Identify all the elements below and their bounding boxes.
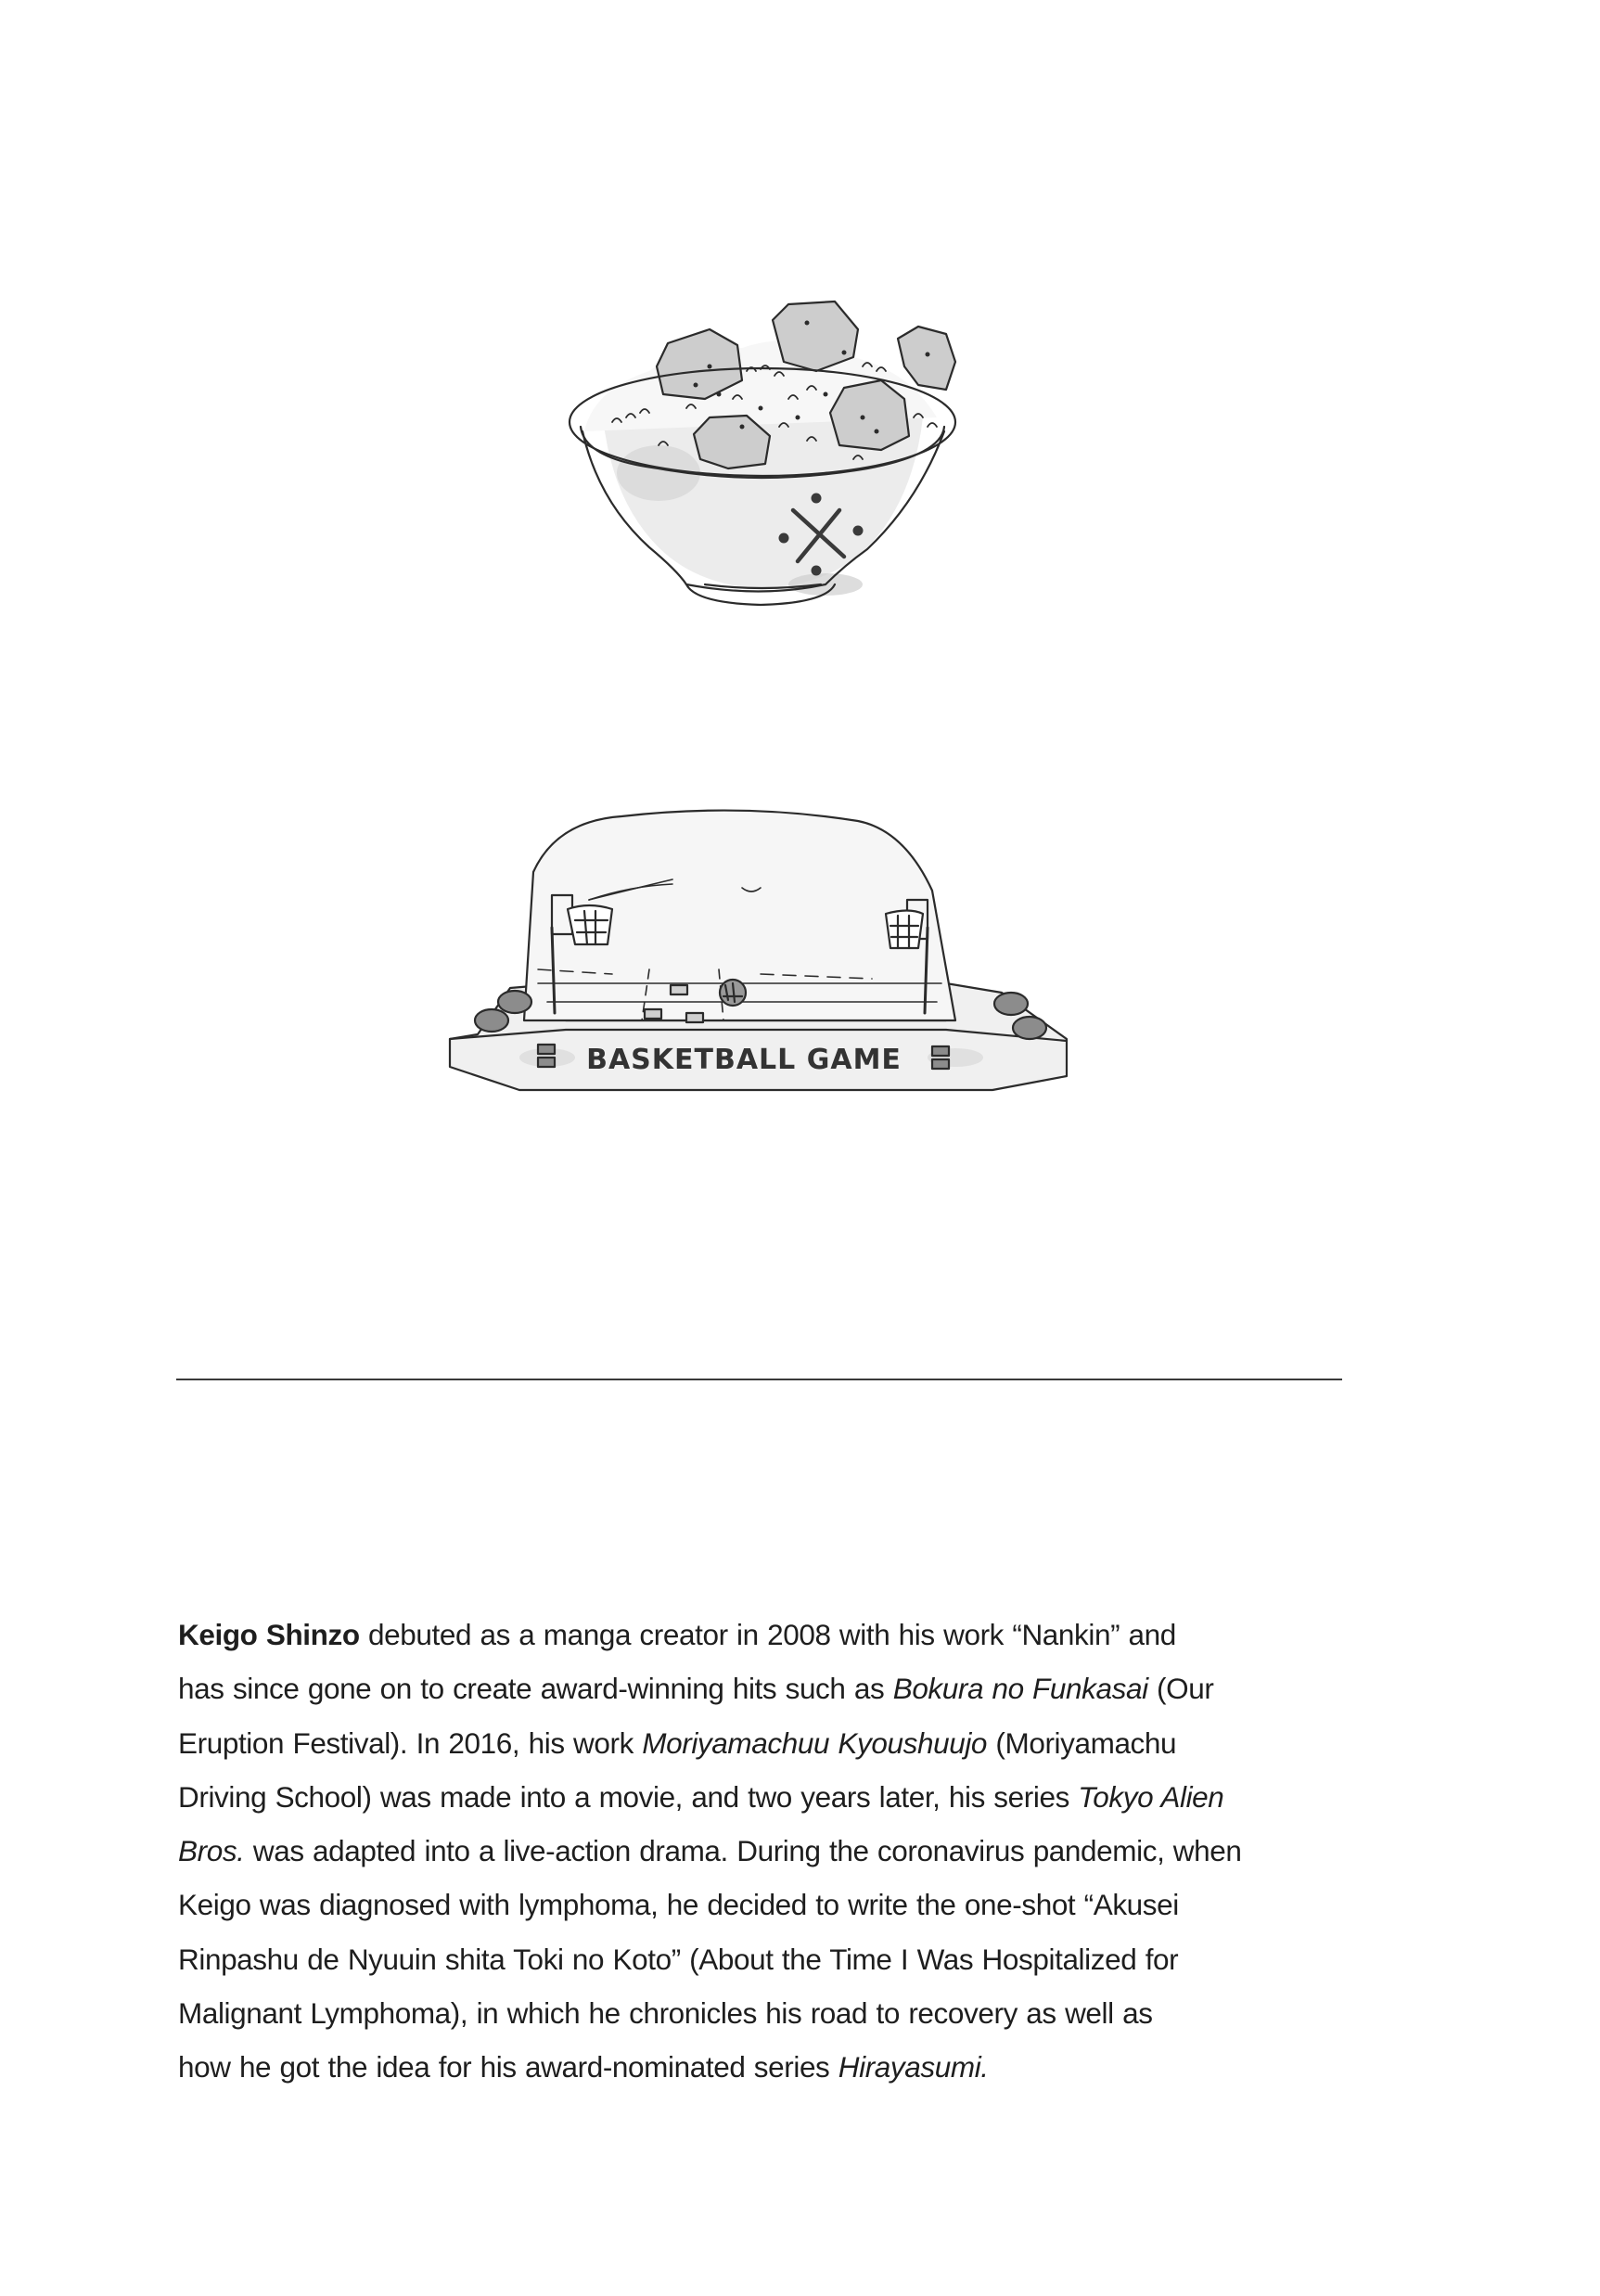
bio-text: was adapted into a live-action drama. During the coronavirus pandemic, when [244, 1834, 1242, 1868]
bio-text: Driving School) was made into a movie, and two years later, his series [178, 1779, 1079, 1814]
bio-text: how he got the idea for his award-nominated series [178, 2050, 838, 2084]
bio-text: Keigo was diagnosed with lymphoma, he decided to write the one-shot “Akusei [178, 1888, 1179, 1922]
bio-line [178, 1932, 1365, 1986]
bio-text: Rinpashu de Nyuuin shita Toki no Koto” (About the Time I Was Hospitalized for [178, 1942, 1179, 1976]
bio-line [178, 1661, 1365, 1715]
work-title: Bokura no Funkasai [892, 1672, 1148, 1706]
work-title: Hirayasumi. [838, 2050, 989, 2084]
bio-line [178, 1608, 1365, 1661]
bio-line [178, 1878, 1365, 1931]
author-bio [178, 1608, 1365, 2095]
work-title: Moriyamachuu Kyoushuujo [642, 1725, 988, 1760]
bio-text: debuted as a manga creator in 2008 with his work “Nankin” and [359, 1618, 1176, 1651]
bio-line [178, 1824, 1365, 1878]
bio-line [178, 2040, 1365, 2094]
rice-bowl-illustration [547, 278, 974, 622]
bio-line [178, 1986, 1365, 2040]
work-title: Tokyo Alien [1078, 1779, 1224, 1814]
basketball-game-illustration [436, 798, 1076, 1095]
author-name: Keigo Shinzo [178, 1618, 360, 1651]
work-title: Bros. [178, 1834, 245, 1868]
bio-text: has since gone on to create award-winning hits such as [178, 1672, 893, 1706]
section-divider [176, 1379, 1342, 1380]
bio-line [178, 1770, 1365, 1824]
bio-line [178, 1716, 1365, 1770]
bio-text: (Our [1147, 1672, 1214, 1706]
bio-text: (Moriyamachu [987, 1725, 1177, 1760]
bio-text: Malignant Lymphoma), in which he chronicles his road to recovery as well as [178, 1996, 1153, 2031]
bio-text: Eruption Festival). In 2016, his work [178, 1725, 643, 1760]
game-label: BASKETBALL GAME [586, 1044, 902, 1076]
